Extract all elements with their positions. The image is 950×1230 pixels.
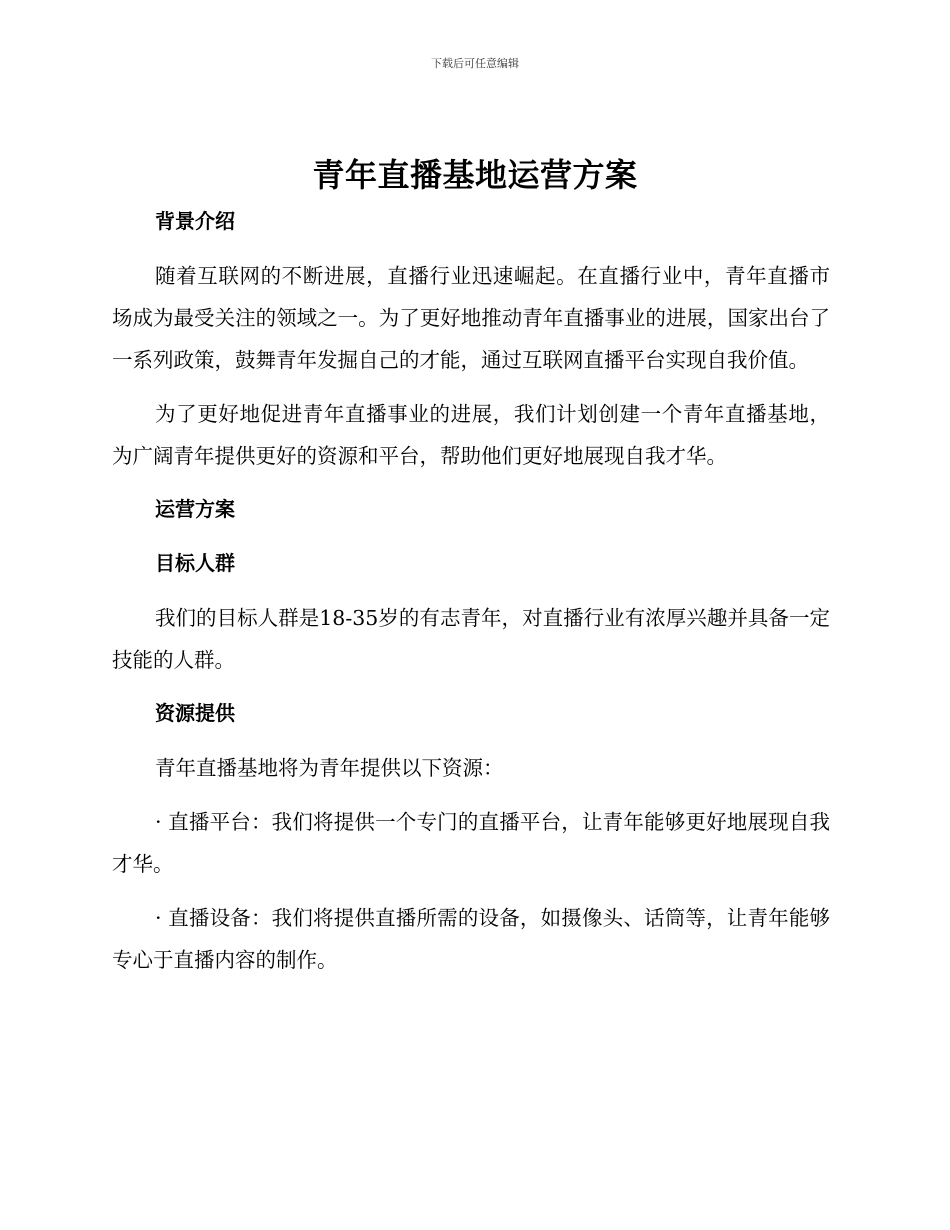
paragraph: 青年直播基地将为青年提供以下资源： [155,756,504,780]
document-body [112,201,830,981]
section-heading-background: 背景介绍 [155,209,235,233]
paragraph: 我们的目标人群是18-35岁的有志青年，对直播行业有浓厚兴趣并具备一定技能的人群。 [112,606,830,672]
bullet-item: · 直播设备：我们将提供直播所需的设备，如摄像头、话筒等，让青年能够专心于直播内容的制作。 [112,906,830,972]
section-heading-target: 目标人群 [155,551,235,575]
bullet-item: · 直播平台：我们将提供一个专门的直播平台，让青年能够更好地展现自我才华。 [112,810,830,876]
paragraph: 为了更好地促进青年直播事业的进展，我们计划创建一个青年直播基地，为广阔青年提供更好的资源和平台，帮助他们更好地展现自我才华。 [112,402,830,468]
section-heading-resources: 资源提供 [155,701,235,725]
section-background [112,201,830,489]
document-title: 青年直播基地运营方案 [312,156,638,194]
section-operation [112,489,830,543]
paragraph: 随着互联网的不断进展，直播行业迅速崛起。在直播行业中，青年直播市场成为最受关注的领域之一。为了更好地推动青年直播事业的进展，国家出台了一系列政策，鼓舞青年发掘自己的才能，通过互联网直播平台实现自我价值。 [112,264,830,372]
header-note: 下载后可任意编辑 [431,57,519,70]
section-resources [112,693,830,981]
section-heading-operation: 运营方案 [155,497,235,521]
section-target [112,543,830,693]
